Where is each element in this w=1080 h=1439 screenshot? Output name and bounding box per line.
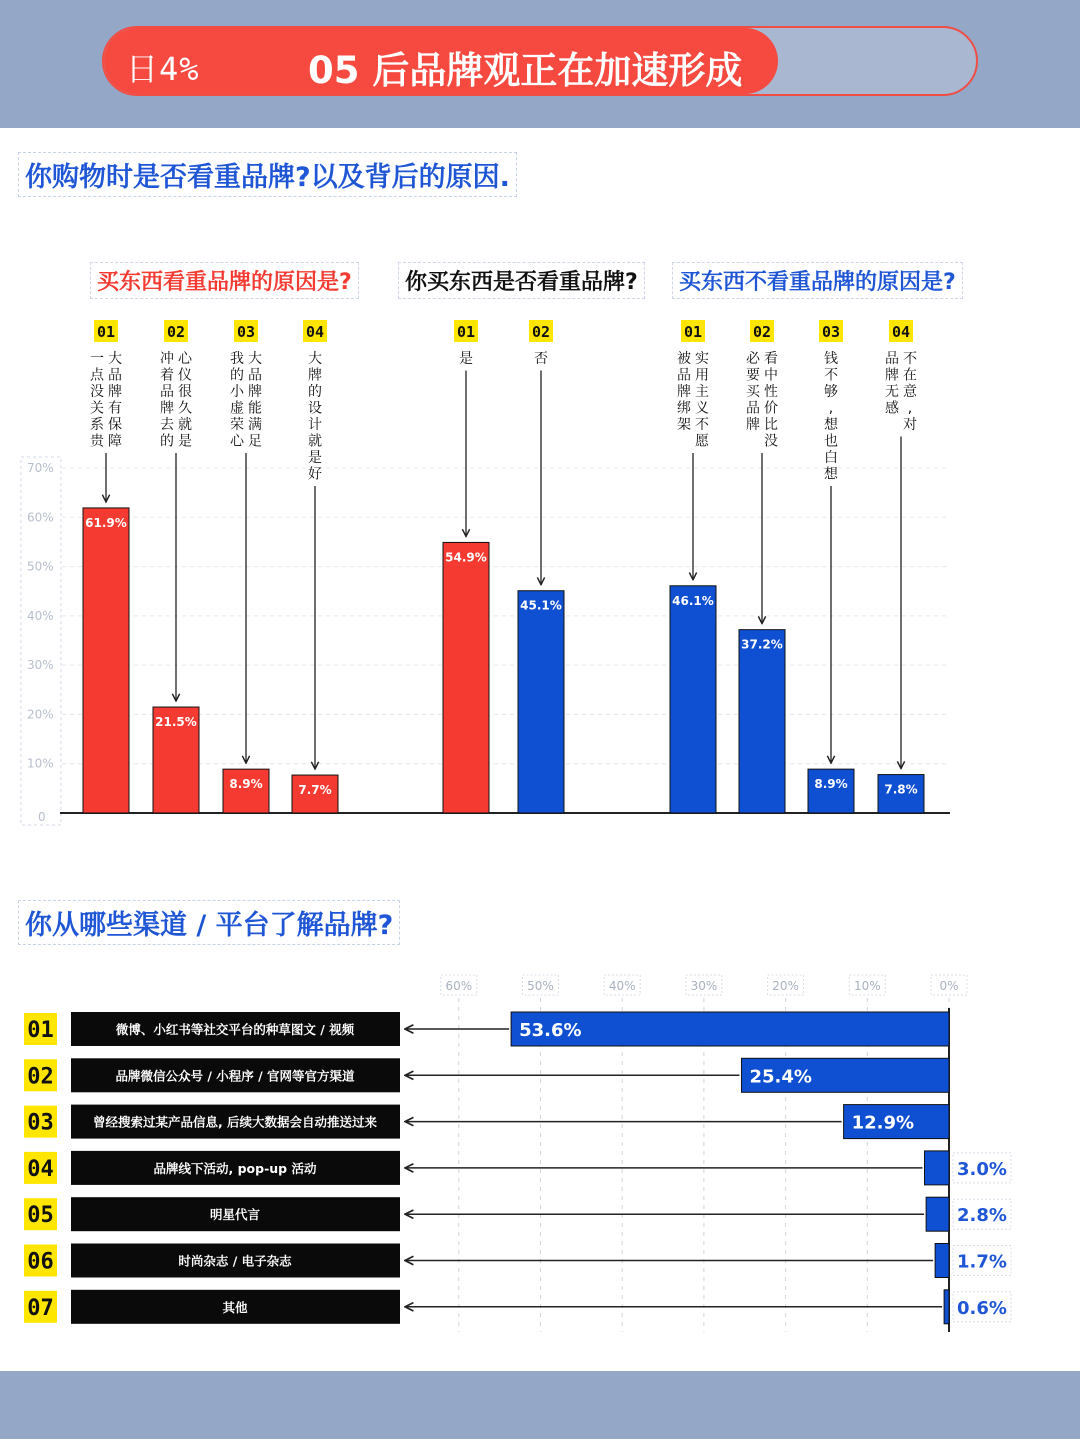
- bar: [443, 542, 489, 813]
- vertical-label-char: 感: [885, 400, 899, 417]
- category-number: 01: [683, 323, 703, 341]
- vertical-label-char: 心: [178, 351, 192, 367]
- x-tick-label: 0%: [939, 979, 959, 993]
- chart-1-title: 买东西看重品牌的原因是?: [90, 262, 359, 299]
- vertical-label-char: 大: [108, 351, 122, 367]
- x-tick-label: 10%: [853, 979, 881, 993]
- x-tick-label: 20%: [772, 979, 799, 993]
- vertical-label-char: 障: [108, 433, 122, 450]
- vertical-label-char: ,: [828, 400, 834, 417]
- bar-value-label: 37.2%: [741, 637, 783, 652]
- vertical-label-char: 不: [695, 417, 709, 433]
- bar-value-label: 46.1%: [672, 593, 714, 608]
- bar: [518, 591, 564, 813]
- hbar-value-label: 2.8%: [957, 1205, 1007, 1227]
- vertical-label-char: 品: [677, 367, 691, 384]
- bar: [670, 586, 716, 813]
- row-label: 其他: [222, 1299, 248, 1315]
- vertical-label-char: 要: [746, 367, 760, 384]
- x-tick-label: 40%: [608, 979, 636, 993]
- vertical-label-char: 满: [248, 417, 262, 433]
- chart-3-title: 买东西不看重品牌的原因是?: [672, 262, 963, 299]
- hbar: [924, 1151, 949, 1185]
- question-1-title: 你购物时是否看重品牌?以及背后的原因.: [18, 152, 517, 197]
- row-number: 03: [27, 1110, 54, 1136]
- vertical-label-char: 品: [746, 400, 760, 417]
- bar-value-label: 7.7%: [298, 783, 332, 798]
- vertical-label-char: 的: [160, 433, 174, 450]
- vertical-label-char: 无: [885, 384, 899, 400]
- category-number: 03: [236, 323, 256, 341]
- vertical-label-char: 想: [824, 417, 838, 433]
- vertical-label-char: 意: [903, 384, 917, 400]
- vertical-label-char: 买: [746, 384, 760, 400]
- row-label: 时尚杂志 / 电子杂志: [178, 1253, 292, 1269]
- bar-value-label: 8.9%: [814, 777, 848, 792]
- bar-value-label: 8.9%: [229, 777, 263, 792]
- bar-value-label: 21.5%: [155, 715, 197, 730]
- vertical-label-char: 没: [90, 384, 104, 400]
- vertical-label-char: 对: [903, 417, 917, 433]
- vertical-label-char: 白: [824, 450, 838, 466]
- vertical-label-char: 牌: [160, 400, 174, 417]
- vertical-label-char: 的: [308, 384, 322, 400]
- category-number: 02: [166, 323, 186, 341]
- hbar-value-label: 3.0%: [957, 1158, 1007, 1180]
- vertical-label-char: 冲: [160, 351, 174, 367]
- vertical-label-char: 点: [90, 367, 104, 384]
- vertical-label-char: 必: [746, 351, 760, 367]
- row-number: 02: [27, 1064, 54, 1090]
- vertical-label-char: 看: [764, 351, 778, 367]
- hbar: [926, 1197, 949, 1231]
- hbar-value-label: 0.6%: [957, 1297, 1007, 1319]
- vertical-label-char: 荣: [230, 417, 244, 433]
- x-tick-label: 60%: [445, 979, 473, 993]
- vertical-label-char: 品: [885, 351, 899, 367]
- category-number: 04: [305, 323, 325, 341]
- vertical-label-char: 钱: [824, 351, 838, 367]
- bar: [83, 508, 129, 813]
- vertical-label-char: 虚: [230, 400, 244, 417]
- vertical-label-char: 计: [308, 417, 322, 433]
- category-number: 02: [752, 323, 772, 341]
- vertical-label-char: 够: [824, 384, 838, 400]
- vertical-label-char: 久: [178, 400, 192, 417]
- vertical-label-char: 贵: [90, 433, 104, 450]
- bar-value-label: 61.9%: [85, 515, 127, 530]
- vertical-label-char: 否: [534, 351, 548, 367]
- vertical-label-char: 一: [90, 351, 104, 367]
- vertical-label-char: 有: [108, 400, 122, 417]
- vertical-label-char: 比: [764, 417, 778, 433]
- hbar-value-label: 25.4%: [749, 1066, 812, 1088]
- row-number: 01: [27, 1018, 54, 1043]
- vertical-label-char: 品: [248, 367, 262, 384]
- vertical-label-char: 牌: [108, 384, 122, 400]
- vertical-label-char: 牌: [308, 367, 322, 384]
- vertical-label-char: 在: [903, 367, 917, 384]
- row-label: 微博、小红书等社交平台的种草图文 / 视频: [115, 1022, 355, 1037]
- vertical-label-char: 价: [764, 400, 778, 417]
- vertical-label-char: 品: [108, 367, 122, 384]
- vertical-label-char: 心: [230, 433, 244, 450]
- vertical-label-char: 仪: [178, 367, 192, 384]
- vertical-label-char: 是: [459, 351, 473, 367]
- vertical-label-char: 很: [178, 384, 192, 400]
- category-number: 04: [891, 323, 911, 341]
- vertical-label-char: 去: [160, 417, 174, 433]
- chart-2-title: 你买东西是否看重品牌?: [398, 262, 645, 299]
- vertical-label-char: 系: [90, 417, 104, 433]
- category-number: 02: [531, 323, 551, 341]
- vertical-label-char: 用: [695, 367, 709, 384]
- x-tick-label: 50%: [527, 979, 554, 993]
- vertical-label-char: 设: [308, 400, 322, 417]
- x-tick-label: 30%: [690, 979, 718, 993]
- vertical-label-char: 牌: [248, 384, 262, 400]
- vertical-label-char: ,: [907, 400, 913, 417]
- vertical-label-char: 牌: [677, 384, 691, 400]
- vertical-label-char: 就: [308, 433, 322, 450]
- y-tick-label: 10%: [27, 756, 54, 771]
- vertical-label-char: 主: [695, 384, 709, 400]
- row-label: 曾经搜索过某产品信息, 后续大数据会自动推送过来: [92, 1114, 378, 1130]
- vertical-label-char: 不: [903, 351, 917, 367]
- row-label: 品牌微信公众号 / 小程序 / 官网等官方渠道: [115, 1068, 355, 1084]
- bar: [739, 630, 785, 813]
- category-number: 01: [456, 323, 476, 341]
- question-2-title: 你从哪些渠道 / 平台了解品牌?: [18, 900, 400, 945]
- vertical-label-char: 愿: [695, 433, 709, 450]
- y-tick-label: 50%: [27, 559, 54, 574]
- vertical-label-char: 中: [764, 367, 778, 384]
- category-number: 01: [96, 323, 116, 341]
- vertical-label-char: 关: [90, 400, 104, 417]
- row-label: 品牌线下活动, pop-up 活动: [153, 1160, 317, 1176]
- vertical-label-char: 也: [824, 433, 838, 450]
- vertical-label-char: 实: [695, 351, 709, 367]
- row-number: 07: [27, 1295, 54, 1321]
- row-label: 明星代言: [209, 1207, 261, 1223]
- vertical-label-char: 架: [677, 417, 691, 433]
- vertical-label-char: 是: [178, 433, 192, 450]
- vertical-label-char: 牌: [746, 417, 760, 433]
- vertical-label-char: 足: [248, 433, 262, 450]
- hbar-value-label: 1.7%: [957, 1251, 1007, 1273]
- vertical-label-char: 大: [248, 351, 262, 367]
- hbar-value-label: 53.6%: [519, 1020, 582, 1041]
- category-number: 03: [821, 323, 841, 341]
- y-tick-label: 70%: [27, 461, 54, 475]
- header-percent: 日4%: [126, 50, 200, 88]
- vertical-label-char: 义: [695, 400, 709, 417]
- bar-value-label: 7.8%: [884, 782, 918, 797]
- vertical-label-char: 是: [308, 450, 322, 466]
- y-tick-label: 30%: [27, 658, 54, 673]
- vertical-label-char: 着: [160, 367, 174, 384]
- hbar-value-label: 12.9%: [851, 1112, 915, 1134]
- vertical-label-char: 牌: [885, 367, 899, 384]
- vertical-label-char: 能: [248, 400, 262, 417]
- vertical-label-char: 性: [764, 384, 778, 400]
- vertical-label-char: 我: [230, 351, 244, 367]
- vertical-label-char: 想: [824, 466, 838, 483]
- vertical-label-char: 绑: [677, 400, 691, 417]
- y-tick-label: 20%: [27, 707, 54, 722]
- y-tick-label: 0: [38, 810, 46, 824]
- y-tick-label: 60%: [27, 510, 54, 525]
- y-tick-label: 40%: [27, 608, 54, 623]
- bar-value-label: 54.9%: [445, 550, 487, 565]
- row-number: 04: [27, 1156, 54, 1182]
- footer-band: [0, 1371, 1080, 1439]
- vertical-label-char: 的: [230, 367, 244, 384]
- hbar: [935, 1244, 949, 1278]
- hbar: [944, 1290, 949, 1324]
- header-title: 05 后品牌观正在加速形成: [308, 49, 743, 92]
- row-number: 05: [27, 1203, 54, 1229]
- row-number: 06: [27, 1249, 54, 1275]
- bar-value-label: 45.1%: [520, 598, 562, 613]
- vertical-label-char: 品: [160, 384, 174, 400]
- vertical-label-char: 不: [824, 367, 838, 384]
- vertical-label-char: 小: [230, 384, 244, 400]
- vertical-label-char: 好: [308, 466, 322, 483]
- vertical-label-char: 就: [178, 417, 192, 433]
- vertical-label-char: 大: [308, 351, 322, 367]
- vertical-label-char: 没: [764, 433, 778, 450]
- vertical-label-char: 被: [677, 351, 691, 367]
- vertical-label-char: 保: [108, 417, 122, 433]
